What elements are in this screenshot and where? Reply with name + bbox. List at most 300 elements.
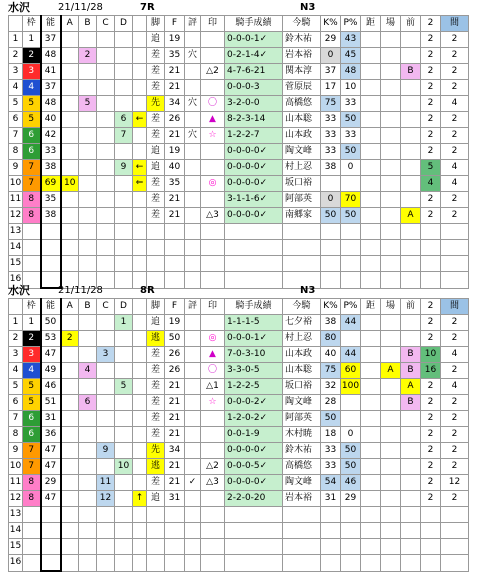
jockey-name-cell (283, 256, 321, 272)
jockey-record-cell: 0-2-1-4✓ (225, 48, 283, 64)
jockey-name-cell (283, 523, 321, 539)
kan-cell: 4 (441, 160, 469, 176)
style-cell (147, 256, 165, 272)
jockey-name-cell: 木村暁 (283, 427, 321, 443)
k-pct-cell: 33 (321, 112, 341, 128)
b-cell: 2 (79, 48, 97, 64)
d-cell (115, 363, 133, 379)
jockey-record-cell: 0-0-0-0✓ (225, 176, 283, 192)
table-row (9, 48, 469, 64)
arrow-cell (133, 224, 147, 240)
b-cell (79, 256, 97, 272)
b-cell (79, 112, 97, 128)
dist-cell (361, 523, 381, 539)
nou-cell: 47 (41, 459, 61, 475)
jockey-record-cell: 8-2-3-14 (225, 112, 283, 128)
row-number: 13 (9, 507, 23, 523)
jockey-name-cell: 山本政 (283, 347, 321, 363)
style-cell: 差 (147, 112, 165, 128)
f-cell (165, 224, 185, 240)
mae-cell (401, 491, 421, 507)
f-cell: 34 (165, 96, 185, 112)
f-cell (165, 507, 185, 523)
jockey-name-cell: 阿部英 (283, 411, 321, 427)
table-row (9, 32, 469, 48)
mae-cell (401, 144, 421, 160)
a-cell (61, 160, 79, 176)
mae-cell: B (401, 363, 421, 379)
arrow-cell (133, 331, 147, 347)
mae-cell (401, 224, 421, 240)
c-cell (97, 176, 115, 192)
style-cell: 追 (147, 144, 165, 160)
two-cell: 2 (421, 331, 441, 347)
arrow-cell (133, 379, 147, 395)
kan-cell (441, 256, 469, 272)
arrow-cell (133, 64, 147, 80)
kan-cell: 4 (441, 347, 469, 363)
shirushi-cell (201, 555, 225, 572)
a-cell (61, 32, 79, 48)
waku-cell: 2 (23, 48, 41, 64)
jockey-record-cell: 3-1-1-6✓ (225, 192, 283, 208)
waku-cell: 3 (23, 64, 41, 80)
c-cell: 11 (97, 475, 115, 491)
jockey-record-cell: 3-2-0-0 (225, 96, 283, 112)
a-cell (61, 144, 79, 160)
c-cell (97, 224, 115, 240)
row-number: 15 (9, 539, 23, 555)
k-pct-cell (321, 176, 341, 192)
row-number: 11 (9, 475, 23, 491)
two-cell: 2 (421, 459, 441, 475)
f-cell (165, 240, 185, 256)
k-pct-cell: 33 (321, 128, 341, 144)
jockey-name-cell: 鈴木祐 (283, 443, 321, 459)
column-header: D (115, 16, 133, 32)
column-header: 枠 (23, 299, 41, 315)
jockey-name-cell (283, 555, 321, 572)
f-cell: 19 (165, 32, 185, 48)
style-cell: 差 (147, 475, 165, 491)
two-cell: 2 (421, 48, 441, 64)
jockey-name-cell (283, 240, 321, 256)
ba-cell (381, 48, 401, 64)
p-pct-cell: 0 (341, 160, 361, 176)
style-cell (147, 224, 165, 240)
shirushi-cell (201, 256, 225, 272)
column-header: 印 (201, 299, 225, 315)
b-cell (79, 192, 97, 208)
ba-cell (381, 475, 401, 491)
column-header (9, 299, 23, 315)
arrow-cell (133, 475, 147, 491)
hyo-cell (185, 224, 201, 240)
row-number: 14 (9, 523, 23, 539)
f-cell: 31 (165, 491, 185, 507)
two-cell: 2 (421, 379, 441, 395)
waku-cell (23, 224, 41, 240)
two-cell: 2 (421, 192, 441, 208)
dist-cell (361, 208, 381, 224)
shirushi-cell (201, 507, 225, 523)
ba-cell (381, 160, 401, 176)
dist-cell (361, 315, 381, 331)
jockey-record-cell: 0-0-1-9 (225, 427, 283, 443)
d-cell (115, 48, 133, 64)
shirushi-cell: △1 (201, 379, 225, 395)
dist-cell (361, 32, 381, 48)
table-row (9, 315, 469, 331)
p-pct-cell: 50 (341, 459, 361, 475)
c-cell (97, 395, 115, 411)
table-row (9, 160, 469, 176)
ba-cell (381, 347, 401, 363)
race-class: N3 (300, 285, 316, 296)
two-cell: 2 (421, 208, 441, 224)
p-pct-cell: 50 (341, 443, 361, 459)
dist-cell (361, 363, 381, 379)
dist-cell (361, 443, 381, 459)
ba-cell (381, 192, 401, 208)
d-cell: 9 (115, 160, 133, 176)
arrow-cell (133, 363, 147, 379)
row-number: 7 (9, 128, 23, 144)
a-cell (61, 208, 79, 224)
k-pct-cell: 33 (321, 443, 341, 459)
shirushi-cell (201, 224, 225, 240)
table-row (9, 555, 469, 572)
d-cell (115, 144, 133, 160)
mae-cell (401, 80, 421, 96)
k-pct-cell: 32 (321, 379, 341, 395)
c-cell: 3 (97, 347, 115, 363)
f-cell: 21 (165, 411, 185, 427)
shirushi-cell (201, 80, 225, 96)
two-cell: 2 (421, 80, 441, 96)
dist-cell (361, 112, 381, 128)
row-number: 13 (9, 224, 23, 240)
c-cell (97, 523, 115, 539)
dist-cell (361, 48, 381, 64)
a-cell (61, 523, 79, 539)
shirushi-cell: 〇 (201, 363, 225, 379)
column-header: A (61, 16, 79, 32)
waku-cell: 7 (23, 443, 41, 459)
p-pct-cell: 60 (341, 363, 361, 379)
two-cell: 10 (421, 347, 441, 363)
jockey-record-cell: 3-3-0-5 (225, 363, 283, 379)
nou-cell (41, 523, 61, 539)
c-cell (97, 160, 115, 176)
dist-cell (361, 347, 381, 363)
mae-cell (401, 475, 421, 491)
a-cell: 10 (61, 176, 79, 192)
p-pct-cell (341, 256, 361, 272)
race-block-8r (0, 283, 483, 572)
arrow-cell (133, 523, 147, 539)
ba-cell (381, 555, 401, 572)
race-header (0, 0, 483, 15)
row-number: 10 (9, 176, 23, 192)
f-cell: 40 (165, 160, 185, 176)
ba-cell (381, 395, 401, 411)
c-cell (97, 507, 115, 523)
c-cell (97, 379, 115, 395)
jockey-record-cell: 7-0-3-10 (225, 347, 283, 363)
arrow-cell (133, 32, 147, 48)
arrow-cell (133, 427, 147, 443)
nou-cell (41, 256, 61, 272)
style-cell: 追 (147, 32, 165, 48)
hyo-cell (185, 80, 201, 96)
table-row (9, 128, 469, 144)
c-cell (97, 64, 115, 80)
p-pct-cell: 10 (341, 80, 361, 96)
row-number: 10 (9, 459, 23, 475)
jockey-record-cell: 0-0-0-0✓ (225, 475, 283, 491)
a-cell (61, 395, 79, 411)
race-table (8, 298, 469, 572)
column-header: C (97, 299, 115, 315)
p-pct-cell (341, 176, 361, 192)
style-cell (147, 507, 165, 523)
k-pct-cell: 18 (321, 427, 341, 443)
waku-cell: 6 (23, 128, 41, 144)
row-number: 2 (9, 331, 23, 347)
c-cell (97, 48, 115, 64)
d-cell (115, 555, 133, 572)
column-header: 脚 (147, 16, 165, 32)
waku-cell: 1 (23, 32, 41, 48)
k-pct-cell (321, 555, 341, 572)
b-cell (79, 64, 97, 80)
table-row (9, 96, 469, 112)
mae-cell (401, 331, 421, 347)
waku-cell: 8 (23, 491, 41, 507)
hyo-cell: 穴 (185, 48, 201, 64)
nou-cell: 38 (41, 208, 61, 224)
f-cell: 50 (165, 331, 185, 347)
ba-cell (381, 539, 401, 555)
nou-cell: 47 (41, 347, 61, 363)
mae-cell (401, 427, 421, 443)
b-cell (79, 555, 97, 572)
p-pct-cell (341, 224, 361, 240)
two-cell: 2 (421, 128, 441, 144)
nou-cell (41, 507, 61, 523)
waku-cell: 2 (23, 331, 41, 347)
dist-cell (361, 240, 381, 256)
dist-cell (361, 459, 381, 475)
column-header: B (79, 299, 97, 315)
waku-cell: 1 (23, 315, 41, 331)
jockey-name-cell: 高橋悠 (283, 459, 321, 475)
two-cell (421, 240, 441, 256)
ba-cell (381, 80, 401, 96)
waku-cell: 4 (23, 363, 41, 379)
style-cell (147, 555, 165, 572)
jockey-name-cell: 七夕裕 (283, 315, 321, 331)
ba-cell (381, 459, 401, 475)
style-cell: 追 (147, 160, 165, 176)
b-cell (79, 475, 97, 491)
race-number: 8R (140, 285, 155, 296)
mae-cell (401, 539, 421, 555)
shirushi-cell (201, 411, 225, 427)
column-header: 距 (361, 299, 381, 315)
c-cell (97, 459, 115, 475)
hyo-cell (185, 240, 201, 256)
waku-cell: 7 (23, 160, 41, 176)
kan-cell: 2 (441, 331, 469, 347)
b-cell (79, 128, 97, 144)
hyo-cell (185, 347, 201, 363)
style-cell: 追 (147, 315, 165, 331)
column-header: 距 (361, 16, 381, 32)
a-cell (61, 256, 79, 272)
jockey-name-cell: 岩本裕 (283, 491, 321, 507)
b-cell (79, 331, 97, 347)
d-cell (115, 475, 133, 491)
nou-cell (41, 539, 61, 555)
dist-cell (361, 128, 381, 144)
b-cell (79, 459, 97, 475)
column-header (133, 16, 147, 32)
arrow-cell: ← (133, 112, 147, 128)
jockey-name-cell: 山本政 (283, 128, 321, 144)
f-cell: 21 (165, 475, 185, 491)
f-cell: 19 (165, 315, 185, 331)
header-row (9, 299, 469, 315)
nou-cell: 46 (41, 379, 61, 395)
a-cell (61, 555, 79, 572)
a-cell (61, 80, 79, 96)
shirushi-cell (201, 427, 225, 443)
hyo-cell (185, 507, 201, 523)
two-cell: 2 (421, 144, 441, 160)
style-cell: 差 (147, 80, 165, 96)
d-cell: 6 (115, 112, 133, 128)
row-number: 12 (9, 208, 23, 224)
mae-cell (401, 160, 421, 176)
ba-cell (381, 507, 401, 523)
two-cell: 16 (421, 363, 441, 379)
arrow-cell: ← (133, 160, 147, 176)
p-pct-cell: 50 (341, 112, 361, 128)
waku-cell: 7 (23, 459, 41, 475)
kan-cell (441, 555, 469, 572)
k-pct-cell (321, 240, 341, 256)
b-cell (79, 240, 97, 256)
mae-cell: A (401, 208, 421, 224)
jockey-record-cell: 0-0-0-1✓ (225, 32, 283, 48)
jockey-name-cell: 陶文峰 (283, 475, 321, 491)
two-cell: 2 (421, 491, 441, 507)
kan-cell (441, 539, 469, 555)
mae-cell (401, 48, 421, 64)
p-pct-cell (341, 555, 361, 572)
nou-cell: 40 (41, 112, 61, 128)
jockey-record-cell (225, 507, 283, 523)
race-date: 21/11/28 (58, 2, 103, 13)
table-row (9, 379, 469, 395)
row-number: 8 (9, 427, 23, 443)
ba-cell (381, 315, 401, 331)
column-header: 能 (41, 16, 61, 32)
dist-cell (361, 491, 381, 507)
jockey-record-cell: 0-0-0-2✓ (225, 395, 283, 411)
column-header: 能 (41, 299, 61, 315)
f-cell: 21 (165, 459, 185, 475)
c-cell (97, 208, 115, 224)
table-row (9, 208, 469, 224)
a-cell (61, 379, 79, 395)
a-cell (61, 475, 79, 491)
a-cell (61, 427, 79, 443)
row-number: 12 (9, 491, 23, 507)
a-cell (61, 443, 79, 459)
p-pct-cell: 43 (341, 32, 361, 48)
d-cell (115, 80, 133, 96)
f-cell: 21 (165, 427, 185, 443)
kan-cell: 2 (441, 427, 469, 443)
table-row (9, 256, 469, 272)
d-cell: 1 (115, 315, 133, 331)
shirushi-cell (201, 240, 225, 256)
dist-cell (361, 331, 381, 347)
style-cell: 追 (147, 491, 165, 507)
jockey-name-cell: 坂口裕 (283, 176, 321, 192)
nou-cell: 49 (41, 363, 61, 379)
waku-cell (23, 539, 41, 555)
waku-cell: 5 (23, 112, 41, 128)
kan-cell: 4 (441, 176, 469, 192)
shirushi-cell (201, 539, 225, 555)
ba-cell (381, 96, 401, 112)
row-number: 1 (9, 315, 23, 331)
arrow-cell (133, 128, 147, 144)
waku-cell: 8 (23, 475, 41, 491)
arrow-cell: ↑ (133, 491, 147, 507)
k-pct-cell: 33 (321, 144, 341, 160)
column-header: 前 (401, 299, 421, 315)
b-cell (79, 80, 97, 96)
jockey-record-cell (225, 539, 283, 555)
style-cell: 差 (147, 192, 165, 208)
table-row (9, 395, 469, 411)
jockey-name-cell (283, 224, 321, 240)
column-header: 評 (185, 299, 201, 315)
jockey-record-cell: 1-2-2-7 (225, 128, 283, 144)
jockey-name-cell: 坂口裕 (283, 379, 321, 395)
waku-cell: 6 (23, 411, 41, 427)
b-cell: 6 (79, 395, 97, 411)
hyo-cell (185, 160, 201, 176)
table-row (9, 507, 469, 523)
row-number: 6 (9, 395, 23, 411)
row-number: 8 (9, 144, 23, 160)
nou-cell: 37 (41, 32, 61, 48)
hyo-cell (185, 32, 201, 48)
dist-cell (361, 475, 381, 491)
jockey-name-cell: 村上忍 (283, 331, 321, 347)
kan-cell: 2 (441, 491, 469, 507)
d-cell (115, 491, 133, 507)
two-cell: 2 (421, 32, 441, 48)
waku-cell: 5 (23, 96, 41, 112)
c-cell (97, 240, 115, 256)
